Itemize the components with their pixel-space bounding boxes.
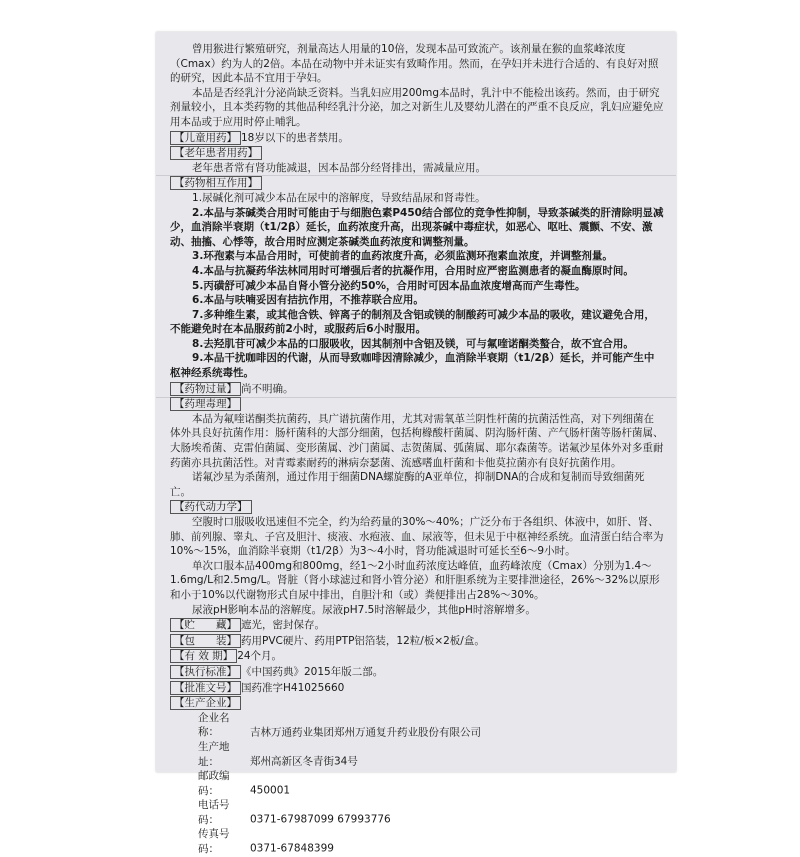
section-label: 【儿童用药】 (170, 131, 241, 145)
section-package (170, 634, 664, 649)
section-overdose (170, 382, 664, 397)
section-label: 【贮 藏】 (170, 618, 241, 632)
section-label: 【包 装】 (170, 634, 241, 648)
section-pharmacokinetics (170, 500, 664, 515)
section-elderly (170, 146, 664, 161)
info-value: 0371-67987099 67993776 (250, 813, 391, 826)
section-label: 【执行标准】 (170, 665, 241, 679)
section-label: 【药物相互作用】 (170, 176, 262, 190)
pharmacokinetics-paragraph: 空腹时口服吸收迅速但不完全，约为给药量的30%～40%；广泛分布于各组织、体液中，如肝、肾、肺、前列腺、睾丸、子宫及胆汁、痰液、水疱液、血、尿液等，但未见于中枢神经系统。血清蛋白结合率为10%～15%，血消除半衰期（t1/2β）为3～4小时，肾功能减退时可延长至6～9小时。 (170, 516, 664, 558)
manufacturer-row (198, 798, 664, 827)
section-pharmacology (170, 397, 664, 412)
elderly-text: 老年患者常有肾功能减退，因本品部分经肾排出，需减量应用。 (192, 161, 487, 174)
info-value: 吉林万通药业集团郑州万通复升药业股份有限公司 (250, 726, 481, 739)
section-label: 【药理毒理】 (170, 397, 241, 411)
section-text: 24个月。 (237, 650, 283, 663)
section-text: 药用PVC硬片、药用PTP铝箔装，12粒/板×2板/盒。 (241, 634, 485, 647)
manufacturer-row (198, 769, 664, 798)
section-manufacturer (170, 696, 664, 711)
section-label: 【生产企业】 (170, 696, 241, 710)
section-label: 【药代动力学】 (170, 500, 252, 514)
section-label: 【老年患者用药】 (170, 146, 262, 160)
section-label: 【药物过量】 (170, 382, 241, 396)
section-approval (170, 681, 664, 696)
lactation-paragraph: 本品是否经乳汁分泌尚缺乏资料。当乳妇应用200mg本品时，乳汁中不能检出该药。然而，由于研究剂量较小，且本类药物的其他品种经乳汁分泌，加之对新生儿及婴幼儿潜在的严重不良反应，乳妇应避免应用本品或于应用时停止哺乳。 (170, 86, 664, 128)
section-text: 尚不明确。 (241, 382, 294, 395)
list-item: 3.环孢素与本品合用时，可使前者的血药浓度升高，必须监测环孢素血浓度，并调整剂量。 (192, 250, 613, 263)
pregnancy-paragraph: 曾用猴进行繁殖研究，剂量高达人用量的10倍，发现本品可致流产。该剂量在猴的血浆峰浓度（Cmax）约为人的2倍。本品在动物中并未证实有致畸作用。然而，在孕妇并未进行合适的、有良好对照的研究，因此本品不宜用于孕妇。 (170, 43, 659, 85)
section-label: 【有 效 期】 (170, 649, 237, 663)
section-storage (170, 618, 664, 633)
section-text: 《中国药典》2015年版二部。 (241, 665, 384, 678)
section-standard (170, 665, 664, 680)
list-item: 1.尿碱化剂可减少本品在尿中的溶解度，导致结晶尿和肾毒性。 (192, 191, 486, 204)
info-value: 郑州高新区冬青街34号 (250, 755, 358, 768)
paper-fold-line (156, 397, 676, 398)
package-insert-sheet (156, 32, 676, 856)
section-text: 18岁以下的患者禁用。 (241, 131, 349, 144)
pharmacology-paragraph: 本品为氟喹诺酮类抗菌药，具广谱抗菌作用，尤其对需氧革兰阴性杆菌的抗菌活性高，对下列细菌在体外具良好抗菌作用：肠杆菌科的大部分细菌，包括枸橼酸杆菌属、阴沟肠杆菌、产气肠杆菌等肠杆菌属、大肠埃希菌、克雷伯菌属、变形菌属、沙门菌属、志贺菌属、弧菌属、耶尔森菌等。诺氟沙星体外对多重耐药菌亦具抗菌活性。对青霉素耐药的淋病奈瑟菌、流感嗜血杆菌和卡他莫拉菌亦有良好抗菌作用。 (170, 412, 664, 469)
section-text: 遮光，密封保存。 (241, 619, 325, 632)
paper-fold-line (156, 175, 676, 176)
manufacturer-row (198, 740, 664, 769)
list-item: 2.本品与茶碱类合用时可能由于与细胞色素P450结合部位的竞争性抑制，导致茶碱类的肝清除明显减少，血消除半衰期（t1/2β）延长，血药浓度升高，出现茶碱中毒症状，如恶心、呕吐、震颤、不安、激动、抽搐、心悸等，故合用时应测定茶碱类血药浓度和调整剂量。 (170, 206, 664, 248)
section-text: 国药准字H41025660 (241, 681, 345, 694)
info-value: 0371-67848399 (250, 843, 334, 856)
section-label: 【批准文号】 (170, 681, 241, 695)
section-interactions (170, 176, 664, 191)
list-item: 4.本品与抗凝药华法林同用时可增强后者的抗凝作用，合用时应严密监测患者的凝血酶原时间。 (192, 264, 634, 277)
list-item: 6.本品与呋喃妥因有拮抗作用，不推荐联合应用。 (192, 294, 424, 307)
list-item: 7.多种维生素，或其他含铁、锌离子的制剂及含铝或镁的制酸药可减少本品的吸收，建议避免合用，不能避免时在本品服药前2小时，或服药后6小时服用。 (170, 308, 655, 336)
section-child (170, 131, 664, 146)
pharmacokinetics-paragraph: 单次口服本品400mg和800mg，经1～2小时血药浓度达峰值，血药峰浓度（Cmax）分别为1.4～1.6mg/L和2.5mg/L。肾脏（肾小球滤过和肾小管分泌）和肝胆系统为主要排泄途径，26%～32%以原形和小于10%以代谢物形式自尿中排出，自胆汁和（或）粪便排出占28%～30%。 (170, 559, 660, 601)
info-key: 电话号码： (198, 799, 230, 826)
manufacturer-row (198, 827, 664, 856)
info-key: 传真号码： (198, 828, 230, 856)
list-item: 8.去羟肌苷可减少本品的口服吸收，因其制剂中含铝及镁，可与氟喹诺酮类螯合，故不宜合用。 (192, 337, 634, 350)
info-value: 450001 (250, 784, 291, 797)
pharmacology-paragraph: 诺氟沙星为杀菌剂，通过作用于细菌DNA螺旋酶的A亚单位，抑制DNA的合成和复制而导致细菌死亡。 (170, 471, 645, 498)
info-key: 邮政编码： (198, 770, 230, 797)
manufacturer-row (198, 711, 664, 740)
info-key: 生产地址： (198, 740, 230, 768)
section-validity (170, 649, 664, 664)
list-item: 9.本品干扰咖啡因的代谢，从而导致咖啡因清除减少，血消除半衰期（t1/2β）延长，并可能产生中枢神经系统毒性。 (170, 352, 655, 380)
list-item: 5.丙磺舒可减少本品自肾小管分泌约50%，合用时可因本品血浓度增高而产生毒性。 (192, 279, 586, 292)
info-key: 企业名称： (198, 711, 230, 739)
pharmacokinetics-paragraph: 尿液pH影响本品的溶解度。尿液pH7.5时溶解最少，其他pH时溶解增多。 (192, 603, 536, 616)
